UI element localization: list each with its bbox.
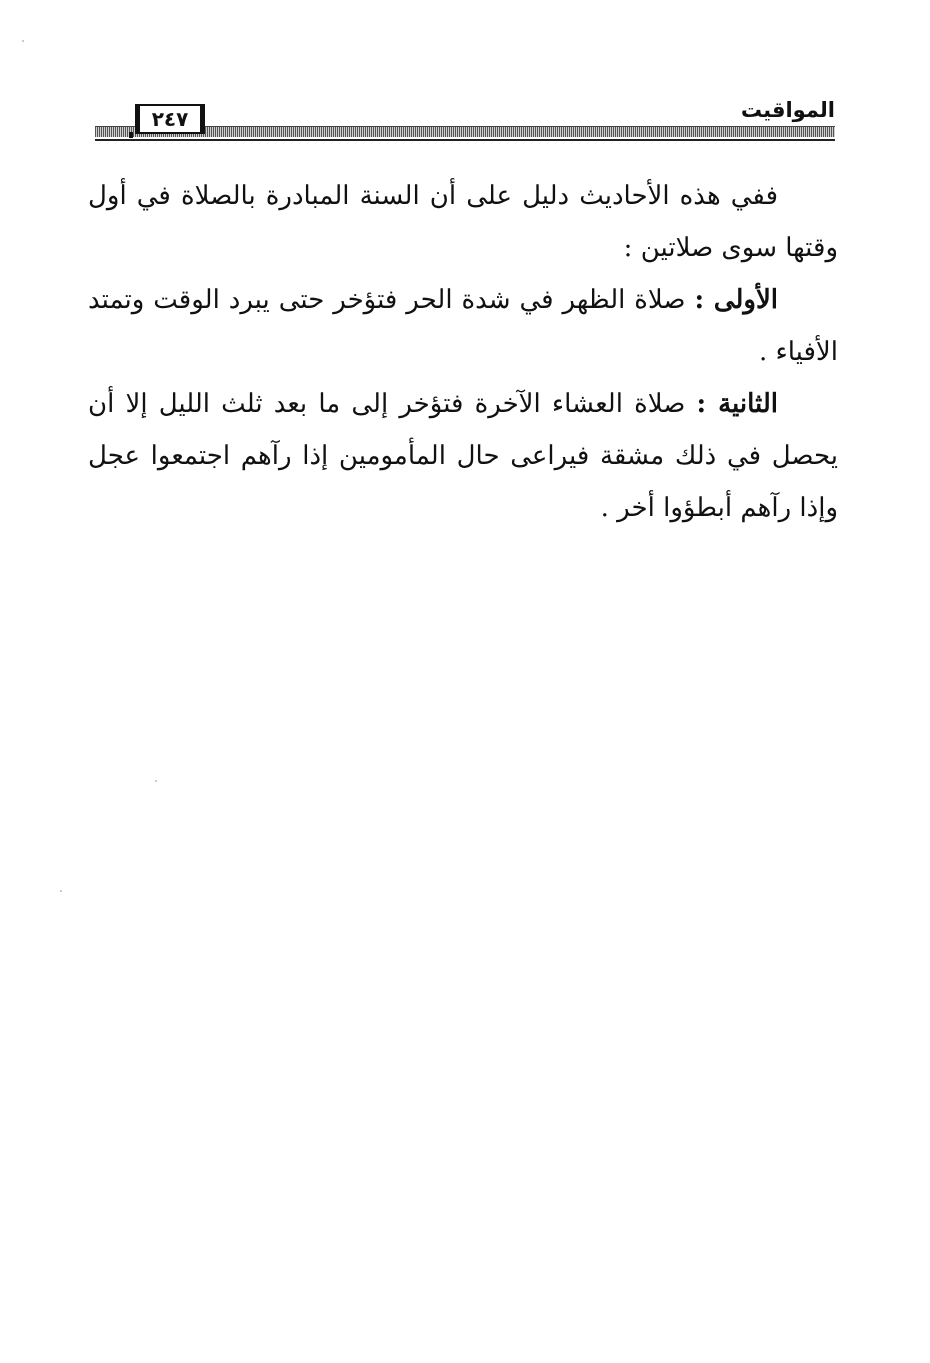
intro-paragraph: [88, 170, 838, 274]
second-exception-text: صلاة العشاء الآخرة فتؤخر إلى ما بعد ثلث الليل إلا أن يحصل في ذلك مشقة فيراعى حال المأمومين إذا رآهم اجتمعوا عجل وإذا رآهم أبطؤوا أخر .: [88, 389, 838, 523]
scan-speck: [155, 780, 157, 782]
header-rule-line: [95, 139, 835, 141]
scan-speck: [22, 40, 24, 42]
scan-speck: [60, 890, 62, 892]
first-exception-paragraph: [88, 274, 838, 378]
page-number-tick: [129, 132, 133, 138]
first-exception-text: صلاة الظهر في شدة الحر فتؤخر حتى يبرد الوقت وتمتد الأفياء .: [88, 285, 838, 367]
second-exception-paragraph: [88, 378, 838, 534]
intro-text: ففي هذه الأحاديث دليل على أن السنة المبادرة بالصلاة في أول وقتها سوى صلاتين :: [88, 181, 838, 263]
body-text: [88, 170, 838, 534]
running-header: [95, 96, 835, 148]
running-header-title: المواقيت: [740, 98, 835, 122]
first-exception-term: الأولى :: [694, 285, 778, 315]
page-number: ٢٤٧: [135, 104, 205, 134]
header-rule-band: [95, 126, 835, 137]
second-exception-term: الثانية :: [696, 389, 779, 419]
